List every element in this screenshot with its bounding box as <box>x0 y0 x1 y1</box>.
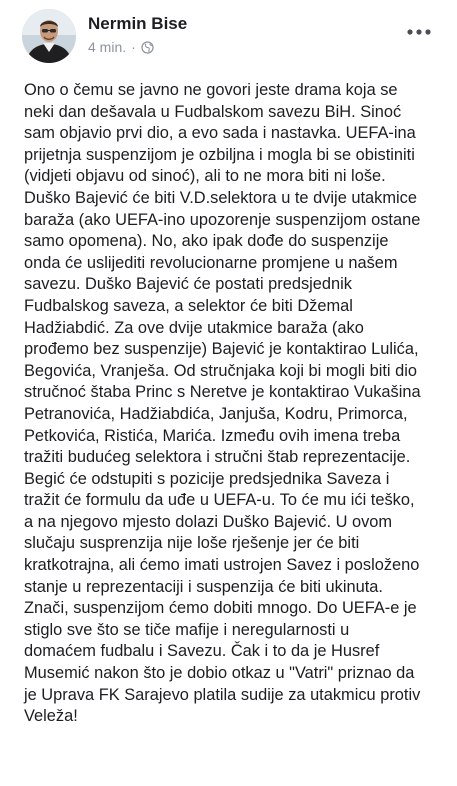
author-name[interactable]: Nermin Bise <box>88 14 188 33</box>
post-body-line: Veleža! <box>24 707 78 726</box>
post-body-line: stanje u reprezentaciji i suspenzija će biti ukinuta. <box>24 577 383 596</box>
post-body-line: Musemić nakon što je dobio otkaz u "Vatri" priznao da <box>24 664 415 683</box>
post-body-line: Ono o čemu se javno ne govori jeste drama koja se <box>24 81 398 99</box>
globe-icon[interactable] <box>141 41 154 54</box>
post-body-line: tražit će formulu da uđe u UEFA-u. To će mu ići teško, <box>24 491 415 510</box>
post-body-line: domaćem fudbalu i Savezu. Čak i to da je Husref <box>24 642 380 661</box>
profile-photo-icon <box>22 9 76 63</box>
post-body-line: stiglo sve što se tiče mafije i neregularnosti u <box>24 620 350 639</box>
post-body-line: Petranovića, Hadžiabdića, Janjuša, Kodru, Primorca, <box>24 404 408 423</box>
post-body-line: Begovića, Vranješa. Od stručnjaka koji bi mogli biti dio <box>24 361 417 380</box>
more-dots-icon <box>407 29 431 35</box>
post-body-line: Duško Bajević će biti V.D.selektora u te dvije utakmice <box>24 188 417 207</box>
post-body-line: stručnoć štaba Princ s Neretve je kontaktirao Vukašina <box>24 383 421 402</box>
meta-separator: · <box>131 39 136 55</box>
post-body-line: Fudbalskog saveza, a selektor će biti Džemal <box>24 296 353 315</box>
post-header <box>12 0 445 72</box>
post-body <box>24 80 445 728</box>
more-options-button[interactable] <box>401 18 437 46</box>
post-body-line: Hadžiabdić. Za ove dvije utakmice baraža (ako <box>24 318 364 337</box>
post-timestamp[interactable]: 4 min. <box>88 39 127 55</box>
post-body-line: je Uprava FK Sarajevo platila sudije za utakmicu protiv <box>24 685 421 704</box>
post-body-line: sam objavio prvi dio, a evo sada i nastavka. UEFA-ina <box>24 124 416 143</box>
post-body-line: slučaju susprenzija nije loše rješenje jer će biti <box>24 534 360 553</box>
post-body-line: Znači, suspenzijom ćemo dobiti mnogo. Do UEFA-e je <box>24 599 417 618</box>
post-body-line: onda će uslijediti revolucionarne promjene u našem <box>24 253 398 272</box>
post-body-line: Begić će odstupiti s pozicije predsjednika Saveza i <box>24 469 390 488</box>
post-body-line: savezu. Duško Bajević će postati predsjednik <box>24 275 352 294</box>
post-body-line: baraža (ako UEFA-ino upozorenje suspenzijom ostane <box>24 210 421 229</box>
post-body-line: prođemo bez suspenzije) Bajević je kontaktirao Lulića, <box>24 340 419 359</box>
post-body-line: (vidjeti objavu od sinoć), ali to ne mora biti ni loše. <box>24 167 386 186</box>
post-body-line: samo opomena). No, ako ipak dođe do suspenzije <box>24 232 389 251</box>
author-avatar[interactable] <box>22 9 76 63</box>
post-body-line: neki dan dešavala u Fudbalskom savezu BiH. Sinoć <box>24 102 402 121</box>
post-body-line: prijetnja suspenzijom je ozbiljna i mogla bi se obistiniti <box>24 145 415 164</box>
post-meta <box>88 39 154 55</box>
post-body-line: a na njegovo mjesto dolazi Duško Bajević. U ovom <box>24 512 393 531</box>
post-body-line: tražiti budućeg selektora i stručni štab reprezentacije. <box>24 448 411 467</box>
post-body-line: Petkovića, Ristića, Marića. Između ovih imena treba <box>24 426 401 445</box>
post-body-line: kratkotrajna, ali ćemo imati ustrojen Savez i posloženo <box>24 556 420 575</box>
